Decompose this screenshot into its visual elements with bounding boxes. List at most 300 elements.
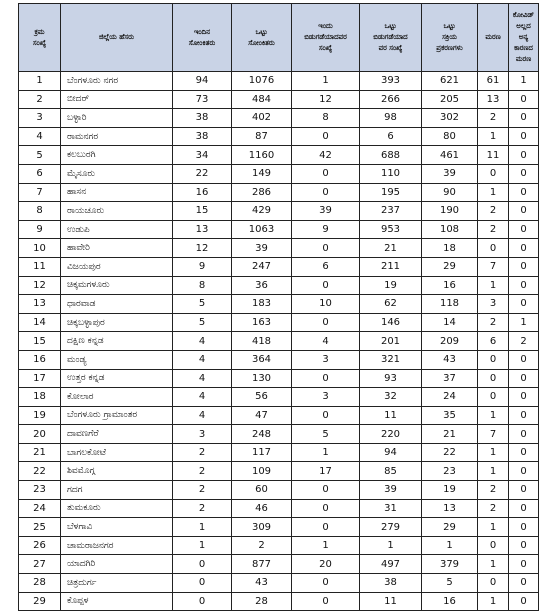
total-discharged-cell: 32 <box>360 388 422 407</box>
table-row <box>19 220 539 239</box>
total-positive-cell: 36 <box>232 276 292 295</box>
district-name-cell: ತುಮಕೂರು <box>61 499 173 518</box>
header-line: ಕಾರಣದ <box>514 44 533 52</box>
today-positive-cell: 8 <box>173 276 232 295</box>
non-covid-deaths-cell: 0 <box>509 499 539 518</box>
district-name-cell: ಚಿಕ್ಕಮಗಳೂರು <box>61 276 173 295</box>
total-positive-cell: 117 <box>232 443 292 462</box>
active-cases-cell: 205 <box>422 90 478 109</box>
district-name-cell: ಬೆಳಗಾವಿ <box>61 518 173 537</box>
table-row <box>19 536 539 555</box>
active-cases-cell: 1 <box>422 536 478 555</box>
district-name-cell: ದಕ್ಷಿಣ ಕನ್ನಡ <box>61 332 173 351</box>
serial-no-cell: 3 <box>19 109 61 128</box>
non-covid-deaths-cell: 0 <box>509 425 539 444</box>
deaths-cell: 2 <box>478 481 509 500</box>
total-positive-cell: 1063 <box>232 220 292 239</box>
serial-no-cell: 27 <box>19 555 61 574</box>
serial-no-cell: 18 <box>19 388 61 407</box>
serial-no-cell: 28 <box>19 574 61 593</box>
today-discharged-cell: 1 <box>292 443 360 462</box>
non-covid-deaths-cell: 0 <box>509 574 539 593</box>
total-positive-cell: 163 <box>232 313 292 332</box>
district-name-cell: ಚಿಕ್ಕಬಳ್ಳಾಪುರ <box>61 313 173 332</box>
today-discharged-cell: 3 <box>292 350 360 369</box>
deaths-cell: 0 <box>478 350 509 369</box>
non-covid-deaths-cell: 0 <box>509 518 539 537</box>
non-covid-deaths-cell: 0 <box>509 462 539 481</box>
today-positive-cell: 15 <box>173 202 232 221</box>
district-name-cell: ಬಾಗಲಕೋಟೆ <box>61 443 173 462</box>
district-name-cell: ರಾಯಚೂರು <box>61 202 173 221</box>
table-row <box>19 574 539 593</box>
today-discharged-cell: 5 <box>292 425 360 444</box>
table-row <box>19 90 539 109</box>
header-line: ಇಂದಿನ <box>193 27 211 36</box>
table-row <box>19 369 539 388</box>
total-positive-cell: 2 <box>232 536 292 555</box>
deaths-cell: 2 <box>478 202 509 221</box>
district-name-cell: ಕಲಬುರಗಿ <box>61 146 173 165</box>
today-positive-cell: 2 <box>173 443 232 462</box>
today-discharged-cell: 1 <box>292 536 360 555</box>
table-body <box>19 72 539 611</box>
deaths-cell: 13 <box>478 90 509 109</box>
header-line: ಕೋವಿಡ್ <box>512 11 535 19</box>
serial-no-cell: 11 <box>19 257 61 276</box>
table-row <box>19 443 539 462</box>
table-row <box>19 276 539 295</box>
active-cases-cell: 21 <box>422 425 478 444</box>
serial-no-cell: 1 <box>19 72 61 91</box>
district-name-cell: ಹಾಸನ <box>61 183 173 202</box>
serial-no-cell: 22 <box>19 462 61 481</box>
active-cases-cell: 379 <box>422 555 478 574</box>
active-cases-cell: 209 <box>422 332 478 351</box>
header-line: ಮರಣ <box>515 55 532 63</box>
total-discharged-cell: 94 <box>360 443 422 462</box>
deaths-cell: 0 <box>478 388 509 407</box>
total-positive-cell: 1160 <box>232 146 292 165</box>
serial-no-cell: 15 <box>19 332 61 351</box>
district-covid-table <box>18 3 539 611</box>
active-cases-cell: 39 <box>422 164 478 183</box>
today-positive-header <box>173 4 232 72</box>
district-name-cell: ಯಾದಗಿರಿ <box>61 555 173 574</box>
today-positive-cell: 4 <box>173 388 232 407</box>
serial-no-cell: 5 <box>19 146 61 165</box>
non-covid-deaths-cell: 1 <box>509 313 539 332</box>
active-cases-cell: 16 <box>422 592 478 611</box>
table-row <box>19 332 539 351</box>
header-line: ಒಟ್ಟು <box>443 22 456 30</box>
header-line: ಮರಣ <box>485 33 501 41</box>
total-discharged-cell: 38 <box>360 574 422 593</box>
total-discharged-cell: 85 <box>360 462 422 481</box>
total-positive-cell: 46 <box>232 499 292 518</box>
today-positive-cell: 2 <box>173 462 232 481</box>
serial-no-cell: 10 <box>19 239 61 258</box>
district-name-cell: ಹಾವೇರಿ <box>61 239 173 258</box>
district-name-cell: ಮಂಡ್ಯ <box>61 350 173 369</box>
total-positive-cell: 130 <box>232 369 292 388</box>
deaths-cell: 0 <box>478 536 509 555</box>
table-row <box>19 313 539 332</box>
table-row <box>19 350 539 369</box>
district-name-cell: ಕೋಲಾರ <box>61 388 173 407</box>
deaths-cell: 7 <box>478 425 509 444</box>
table-row <box>19 183 539 202</box>
active-cases-cell: 461 <box>422 146 478 165</box>
total-discharged-cell: 1 <box>360 536 422 555</box>
total-positive-cell: 183 <box>232 295 292 314</box>
today-positive-cell: 94 <box>173 72 232 91</box>
serial-no-cell: 19 <box>19 406 61 425</box>
serial-no-cell: 14 <box>19 313 61 332</box>
deaths-cell: 2 <box>478 220 509 239</box>
deaths-cell: 1 <box>478 406 509 425</box>
total-discharged-cell: 266 <box>360 90 422 109</box>
district-name-cell: ರಾಮನಗರ <box>61 127 173 146</box>
deaths-cell: 2 <box>478 109 509 128</box>
non-covid-deaths-cell: 0 <box>509 350 539 369</box>
active-cases-cell: 13 <box>422 499 478 518</box>
table-row <box>19 146 539 165</box>
serial-no-header <box>19 4 61 72</box>
deaths-cell: 2 <box>478 499 509 518</box>
total-positive-cell: 484 <box>232 90 292 109</box>
non-covid-deaths-cell: 2 <box>509 332 539 351</box>
active-cases-cell: 190 <box>422 202 478 221</box>
active-cases-cell: 90 <box>422 183 478 202</box>
total-discharged-cell: 201 <box>360 332 422 351</box>
total-discharged-cell: 321 <box>360 350 422 369</box>
total-positive-cell: 247 <box>232 257 292 276</box>
serial-no-cell: 24 <box>19 499 61 518</box>
active-cases-cell: 43 <box>422 350 478 369</box>
header-line: ಒಟ್ಟು <box>384 22 397 30</box>
serial-no-cell: 7 <box>19 183 61 202</box>
total-discharged-cell: 953 <box>360 220 422 239</box>
active-cases-cell: 24 <box>422 388 478 407</box>
header-line: ಸಂಖ್ಯೆ <box>32 38 47 47</box>
total-positive-cell: 309 <box>232 518 292 537</box>
non-covid-deaths-cell: 0 <box>509 555 539 574</box>
today-discharged-cell: 0 <box>292 592 360 611</box>
deaths-cell: 6 <box>478 332 509 351</box>
non-covid-deaths-cell: 0 <box>509 90 539 109</box>
deaths-cell: 11 <box>478 146 509 165</box>
serial-no-cell: 20 <box>19 425 61 444</box>
total-discharged-cell: 195 <box>360 183 422 202</box>
serial-no-cell: 8 <box>19 202 61 221</box>
deaths-cell: 1 <box>478 127 509 146</box>
non-covid-deaths-cell: 0 <box>509 536 539 555</box>
active-cases-cell: 16 <box>422 276 478 295</box>
total-discharged-cell: 62 <box>360 295 422 314</box>
non-covid-deaths-cell: 0 <box>509 276 539 295</box>
table-row <box>19 462 539 481</box>
active-cases-cell: 19 <box>422 481 478 500</box>
header-line: ಅಲ್ಲದ <box>516 22 531 30</box>
serial-no-cell: 6 <box>19 164 61 183</box>
total-positive-cell: 43 <box>232 574 292 593</box>
active-cases-cell: 118 <box>422 295 478 314</box>
header-line: ಸಂಖ್ಯೆ <box>318 44 333 52</box>
table-row <box>19 406 539 425</box>
non-covid-deaths-cell: 0 <box>509 127 539 146</box>
total-positive-cell: 429 <box>232 202 292 221</box>
active-cases-cell: 35 <box>422 406 478 425</box>
non-covid-deaths-cell: 0 <box>509 406 539 425</box>
today-positive-cell: 4 <box>173 406 232 425</box>
today-positive-cell: 5 <box>173 313 232 332</box>
deaths-cell: 1 <box>478 183 509 202</box>
district-name-cell: ಶಿವಮೊಗ್ಗ <box>61 462 173 481</box>
deaths-cell: 1 <box>478 518 509 537</box>
today-discharged-cell: 0 <box>292 481 360 500</box>
total-positive-cell: 418 <box>232 332 292 351</box>
district-name-cell: ಗದಗ <box>61 481 173 500</box>
table-row <box>19 109 539 128</box>
district-name-cell: ಧಾರವಾಡ <box>61 295 173 314</box>
today-discharged-header <box>292 4 360 72</box>
today-positive-cell: 0 <box>173 574 232 593</box>
serial-no-cell: 25 <box>19 518 61 537</box>
total-discharged-cell: 146 <box>360 313 422 332</box>
serial-no-cell: 21 <box>19 443 61 462</box>
today-positive-cell: 2 <box>173 499 232 518</box>
active-cases-cell: 23 <box>422 462 478 481</box>
district-name-cell: ಚಿತ್ರದುರ್ಗ <box>61 574 173 593</box>
non-covid-deaths-cell: 0 <box>509 220 539 239</box>
district-name-cell: ವಿಜಯಪುರ <box>61 257 173 276</box>
non-covid-deaths-cell: 0 <box>509 592 539 611</box>
total-positive-cell: 60 <box>232 481 292 500</box>
total-discharged-cell: 211 <box>360 257 422 276</box>
non-covid-deaths-cell: 0 <box>509 239 539 258</box>
non-covid-deaths-cell: 0 <box>509 481 539 500</box>
today-discharged-cell: 9 <box>292 220 360 239</box>
today-positive-cell: 9 <box>173 257 232 276</box>
today-discharged-cell: 0 <box>292 518 360 537</box>
total-discharged-cell: 6 <box>360 127 422 146</box>
deaths-cell: 1 <box>478 462 509 481</box>
non-covid-deaths-cell: 0 <box>509 369 539 388</box>
active-cases-cell: 37 <box>422 369 478 388</box>
today-discharged-cell: 0 <box>292 239 360 258</box>
today-positive-cell: 38 <box>173 127 232 146</box>
today-positive-cell: 38 <box>173 109 232 128</box>
active-cases-header <box>422 4 478 72</box>
non-covid-deaths-header <box>509 4 539 72</box>
non-covid-deaths-cell: 0 <box>509 388 539 407</box>
total-discharged-cell: 688 <box>360 146 422 165</box>
today-positive-cell: 0 <box>173 592 232 611</box>
total-positive-cell: 28 <box>232 592 292 611</box>
header-line: ಜಿಲ್ಲೆಯ ಹೆಸರು <box>98 33 135 41</box>
total-positive-cell: 87 <box>232 127 292 146</box>
serial-no-cell: 17 <box>19 369 61 388</box>
header-line: ಕ್ರಮ <box>34 27 45 36</box>
table-row <box>19 518 539 537</box>
total-discharged-cell: 110 <box>360 164 422 183</box>
today-discharged-cell: 17 <box>292 462 360 481</box>
total-discharged-cell: 11 <box>360 592 422 611</box>
total-discharged-cell: 497 <box>360 555 422 574</box>
today-discharged-cell: 0 <box>292 164 360 183</box>
total-discharged-cell: 237 <box>360 202 422 221</box>
non-covid-deaths-cell: 0 <box>509 183 539 202</box>
today-discharged-cell: 1 <box>292 72 360 91</box>
total-positive-cell: 109 <box>232 462 292 481</box>
serial-no-cell: 29 <box>19 592 61 611</box>
serial-no-cell: 9 <box>19 220 61 239</box>
active-cases-cell: 29 <box>422 257 478 276</box>
total-discharged-cell: 93 <box>360 369 422 388</box>
today-positive-cell: 16 <box>173 183 232 202</box>
non-covid-deaths-cell: 0 <box>509 146 539 165</box>
active-cases-cell: 14 <box>422 313 478 332</box>
total-discharged-cell: 98 <box>360 109 422 128</box>
district-name-cell: ಕೊಪ್ಪಳ <box>61 592 173 611</box>
total-positive-cell: 248 <box>232 425 292 444</box>
total-discharged-cell: 220 <box>360 425 422 444</box>
serial-no-cell: 13 <box>19 295 61 314</box>
today-positive-cell: 73 <box>173 90 232 109</box>
deaths-header <box>478 4 509 72</box>
deaths-cell: 0 <box>478 164 509 183</box>
total-positive-cell: 47 <box>232 406 292 425</box>
total-positive-cell: 877 <box>232 555 292 574</box>
active-cases-cell: 18 <box>422 239 478 258</box>
district-name-cell: ಬಳ್ಳಾರಿ <box>61 109 173 128</box>
table-header <box>19 4 539 72</box>
today-discharged-cell: 42 <box>292 146 360 165</box>
district-name-header <box>61 4 173 72</box>
non-covid-deaths-cell: 0 <box>509 443 539 462</box>
total-discharged-cell: 393 <box>360 72 422 91</box>
today-discharged-cell: 0 <box>292 127 360 146</box>
active-cases-cell: 108 <box>422 220 478 239</box>
header-line: ಸೋಂಕಿತರು <box>188 38 216 47</box>
active-cases-cell: 80 <box>422 127 478 146</box>
deaths-cell: 1 <box>478 555 509 574</box>
district-name-cell: ಮೈಸೂರು <box>61 164 173 183</box>
deaths-cell: 7 <box>478 257 509 276</box>
today-discharged-cell: 0 <box>292 276 360 295</box>
today-discharged-cell: 0 <box>292 499 360 518</box>
today-discharged-cell: 0 <box>292 574 360 593</box>
deaths-cell: 1 <box>478 276 509 295</box>
header-line: ಬಿಡುಗಡೆಯಾದ <box>373 33 408 41</box>
today-positive-cell: 13 <box>173 220 232 239</box>
header-line: ಬಿಡುಗಡೆಯಾದವರ <box>304 33 347 41</box>
total-positive-cell: 286 <box>232 183 292 202</box>
today-positive-cell: 22 <box>173 164 232 183</box>
serial-no-cell: 26 <box>19 536 61 555</box>
non-covid-deaths-cell: 0 <box>509 109 539 128</box>
header-line: ಇಂದು <box>318 22 333 30</box>
table-row <box>19 425 539 444</box>
deaths-cell: 61 <box>478 72 509 91</box>
active-cases-cell: 621 <box>422 72 478 91</box>
table-row <box>19 295 539 314</box>
total-positive-cell: 364 <box>232 350 292 369</box>
non-covid-deaths-cell: 0 <box>509 295 539 314</box>
non-covid-deaths-cell: 0 <box>509 257 539 276</box>
deaths-cell: 0 <box>478 369 509 388</box>
today-discharged-cell: 20 <box>292 555 360 574</box>
table-row <box>19 202 539 221</box>
deaths-cell: 0 <box>478 239 509 258</box>
active-cases-cell: 29 <box>422 518 478 537</box>
district-name-cell: ದಾವಣಗೆರೆ <box>61 425 173 444</box>
district-name-cell: ಉಡುಪಿ <box>61 220 173 239</box>
table-row <box>19 72 539 91</box>
today-discharged-cell: 8 <box>292 109 360 128</box>
table-row <box>19 388 539 407</box>
today-positive-cell: 3 <box>173 425 232 444</box>
total-discharged-cell: 31 <box>360 499 422 518</box>
table-row <box>19 481 539 500</box>
table-row <box>19 555 539 574</box>
district-name-cell: ಚಾಮರಾಜನಗರ <box>61 536 173 555</box>
table-row <box>19 592 539 611</box>
total-discharged-cell: 21 <box>360 239 422 258</box>
today-discharged-cell: 39 <box>292 202 360 221</box>
today-discharged-cell: 4 <box>292 332 360 351</box>
today-discharged-cell: 0 <box>292 369 360 388</box>
serial-no-cell: 23 <box>19 481 61 500</box>
today-discharged-cell: 0 <box>292 406 360 425</box>
today-discharged-cell: 10 <box>292 295 360 314</box>
active-cases-cell: 302 <box>422 109 478 128</box>
total-discharged-cell: 279 <box>360 518 422 537</box>
table-row <box>19 239 539 258</box>
header-line: ಅನ್ಯ <box>518 33 529 41</box>
total-positive-header <box>232 4 292 72</box>
deaths-cell: 1 <box>478 592 509 611</box>
today-discharged-cell: 12 <box>292 90 360 109</box>
today-positive-cell: 1 <box>173 536 232 555</box>
non-covid-deaths-cell: 0 <box>509 202 539 221</box>
active-cases-cell: 5 <box>422 574 478 593</box>
deaths-cell: 0 <box>478 574 509 593</box>
total-discharged-cell: 39 <box>360 481 422 500</box>
district-name-cell: ಉತ್ತರ ಕನ್ನಡ <box>61 369 173 388</box>
non-covid-deaths-cell: 0 <box>509 164 539 183</box>
total-positive-cell: 149 <box>232 164 292 183</box>
today-positive-cell: 2 <box>173 481 232 500</box>
total-positive-cell: 402 <box>232 109 292 128</box>
header-line: ವರ ಸಂಖ್ಯೆ <box>378 44 403 52</box>
total-discharged-cell: 11 <box>360 406 422 425</box>
today-positive-cell: 5 <box>173 295 232 314</box>
total-positive-cell: 1076 <box>232 72 292 91</box>
today-positive-cell: 0 <box>173 555 232 574</box>
total-positive-cell: 56 <box>232 388 292 407</box>
active-cases-cell: 22 <box>422 443 478 462</box>
today-discharged-cell: 6 <box>292 257 360 276</box>
today-positive-cell: 4 <box>173 350 232 369</box>
today-discharged-cell: 0 <box>292 183 360 202</box>
district-name-cell: ಬೀದರ್ <box>61 90 173 109</box>
deaths-cell: 1 <box>478 443 509 462</box>
district-name-cell: ಬೆಂಗಳೂರು ಗ್ರಾಮಾಂತರ <box>61 406 173 425</box>
today-discharged-cell: 0 <box>292 313 360 332</box>
serial-no-cell: 2 <box>19 90 61 109</box>
